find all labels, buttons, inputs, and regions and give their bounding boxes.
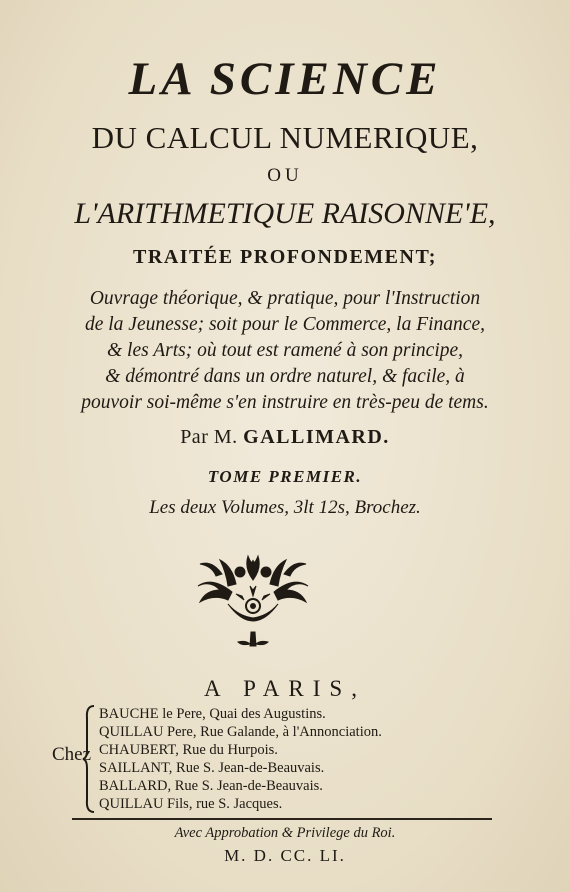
author-name: GALLIMARD. xyxy=(243,426,390,448)
description-line: Ouvrage théorique, & pratique, pour l'Instruction xyxy=(89,288,481,309)
title-conjunction: OU xyxy=(267,165,303,186)
chez-label: Chez xyxy=(52,744,92,765)
title-line-2: DU CALCUL NUMERIQUE, xyxy=(91,120,479,155)
divider-rule xyxy=(72,818,492,820)
publication-year: M. D. CC. LI. xyxy=(224,846,346,865)
bookseller-line: QUILLAU Fils, rue S. Jacques. xyxy=(99,796,283,812)
price-line: Les deux Volumes, 3lt 12s, Brochez. xyxy=(149,497,421,518)
description-line: pouvoir soi-même s'en instruire en très-peu de tems. xyxy=(81,392,489,413)
imprint-city: A PARIS, xyxy=(204,676,366,701)
floral-basket-ornament-icon xyxy=(192,546,314,650)
author-line xyxy=(0,426,570,449)
bookseller-line: CHAUBERT, Rue du Hurpois. xyxy=(99,742,278,758)
bookseller-line: BAUCHE le Pere, Quai des Augustins. xyxy=(99,706,326,722)
description-line: & les Arts; où tout est ramené à son principe, xyxy=(106,340,464,361)
main-title: LA SCIENCE xyxy=(128,53,442,105)
volume-label: TOME PREMIER. xyxy=(207,467,363,486)
title-line-4: TRAITÉE PROFONDEMENT; xyxy=(133,246,437,268)
bookseller-line: QUILLAU Pere, Rue Galande, à l'Annonciation. xyxy=(99,724,382,740)
bookseller-line: BALLARD, Rue S. Jean-de-Beauvais. xyxy=(99,778,323,794)
title-line-3: L'ARITHMETIQUE RAISONNE'E, xyxy=(74,197,496,230)
bookseller-line: SAILLANT, Rue S. Jean-de-Beauvais. xyxy=(99,760,325,776)
description-line: de la Jeunesse; soit pour le Commerce, la Finance, xyxy=(84,314,485,335)
description-line: & démontré dans un ordre naturel, & facile, à xyxy=(105,366,465,387)
approbation-line: Avec Approbation & Privilege du Roi. xyxy=(174,825,396,841)
author-prefix: Par M. xyxy=(180,426,238,448)
brace-icon xyxy=(82,704,96,814)
booksellers-list xyxy=(99,705,382,813)
description-block xyxy=(0,286,570,416)
